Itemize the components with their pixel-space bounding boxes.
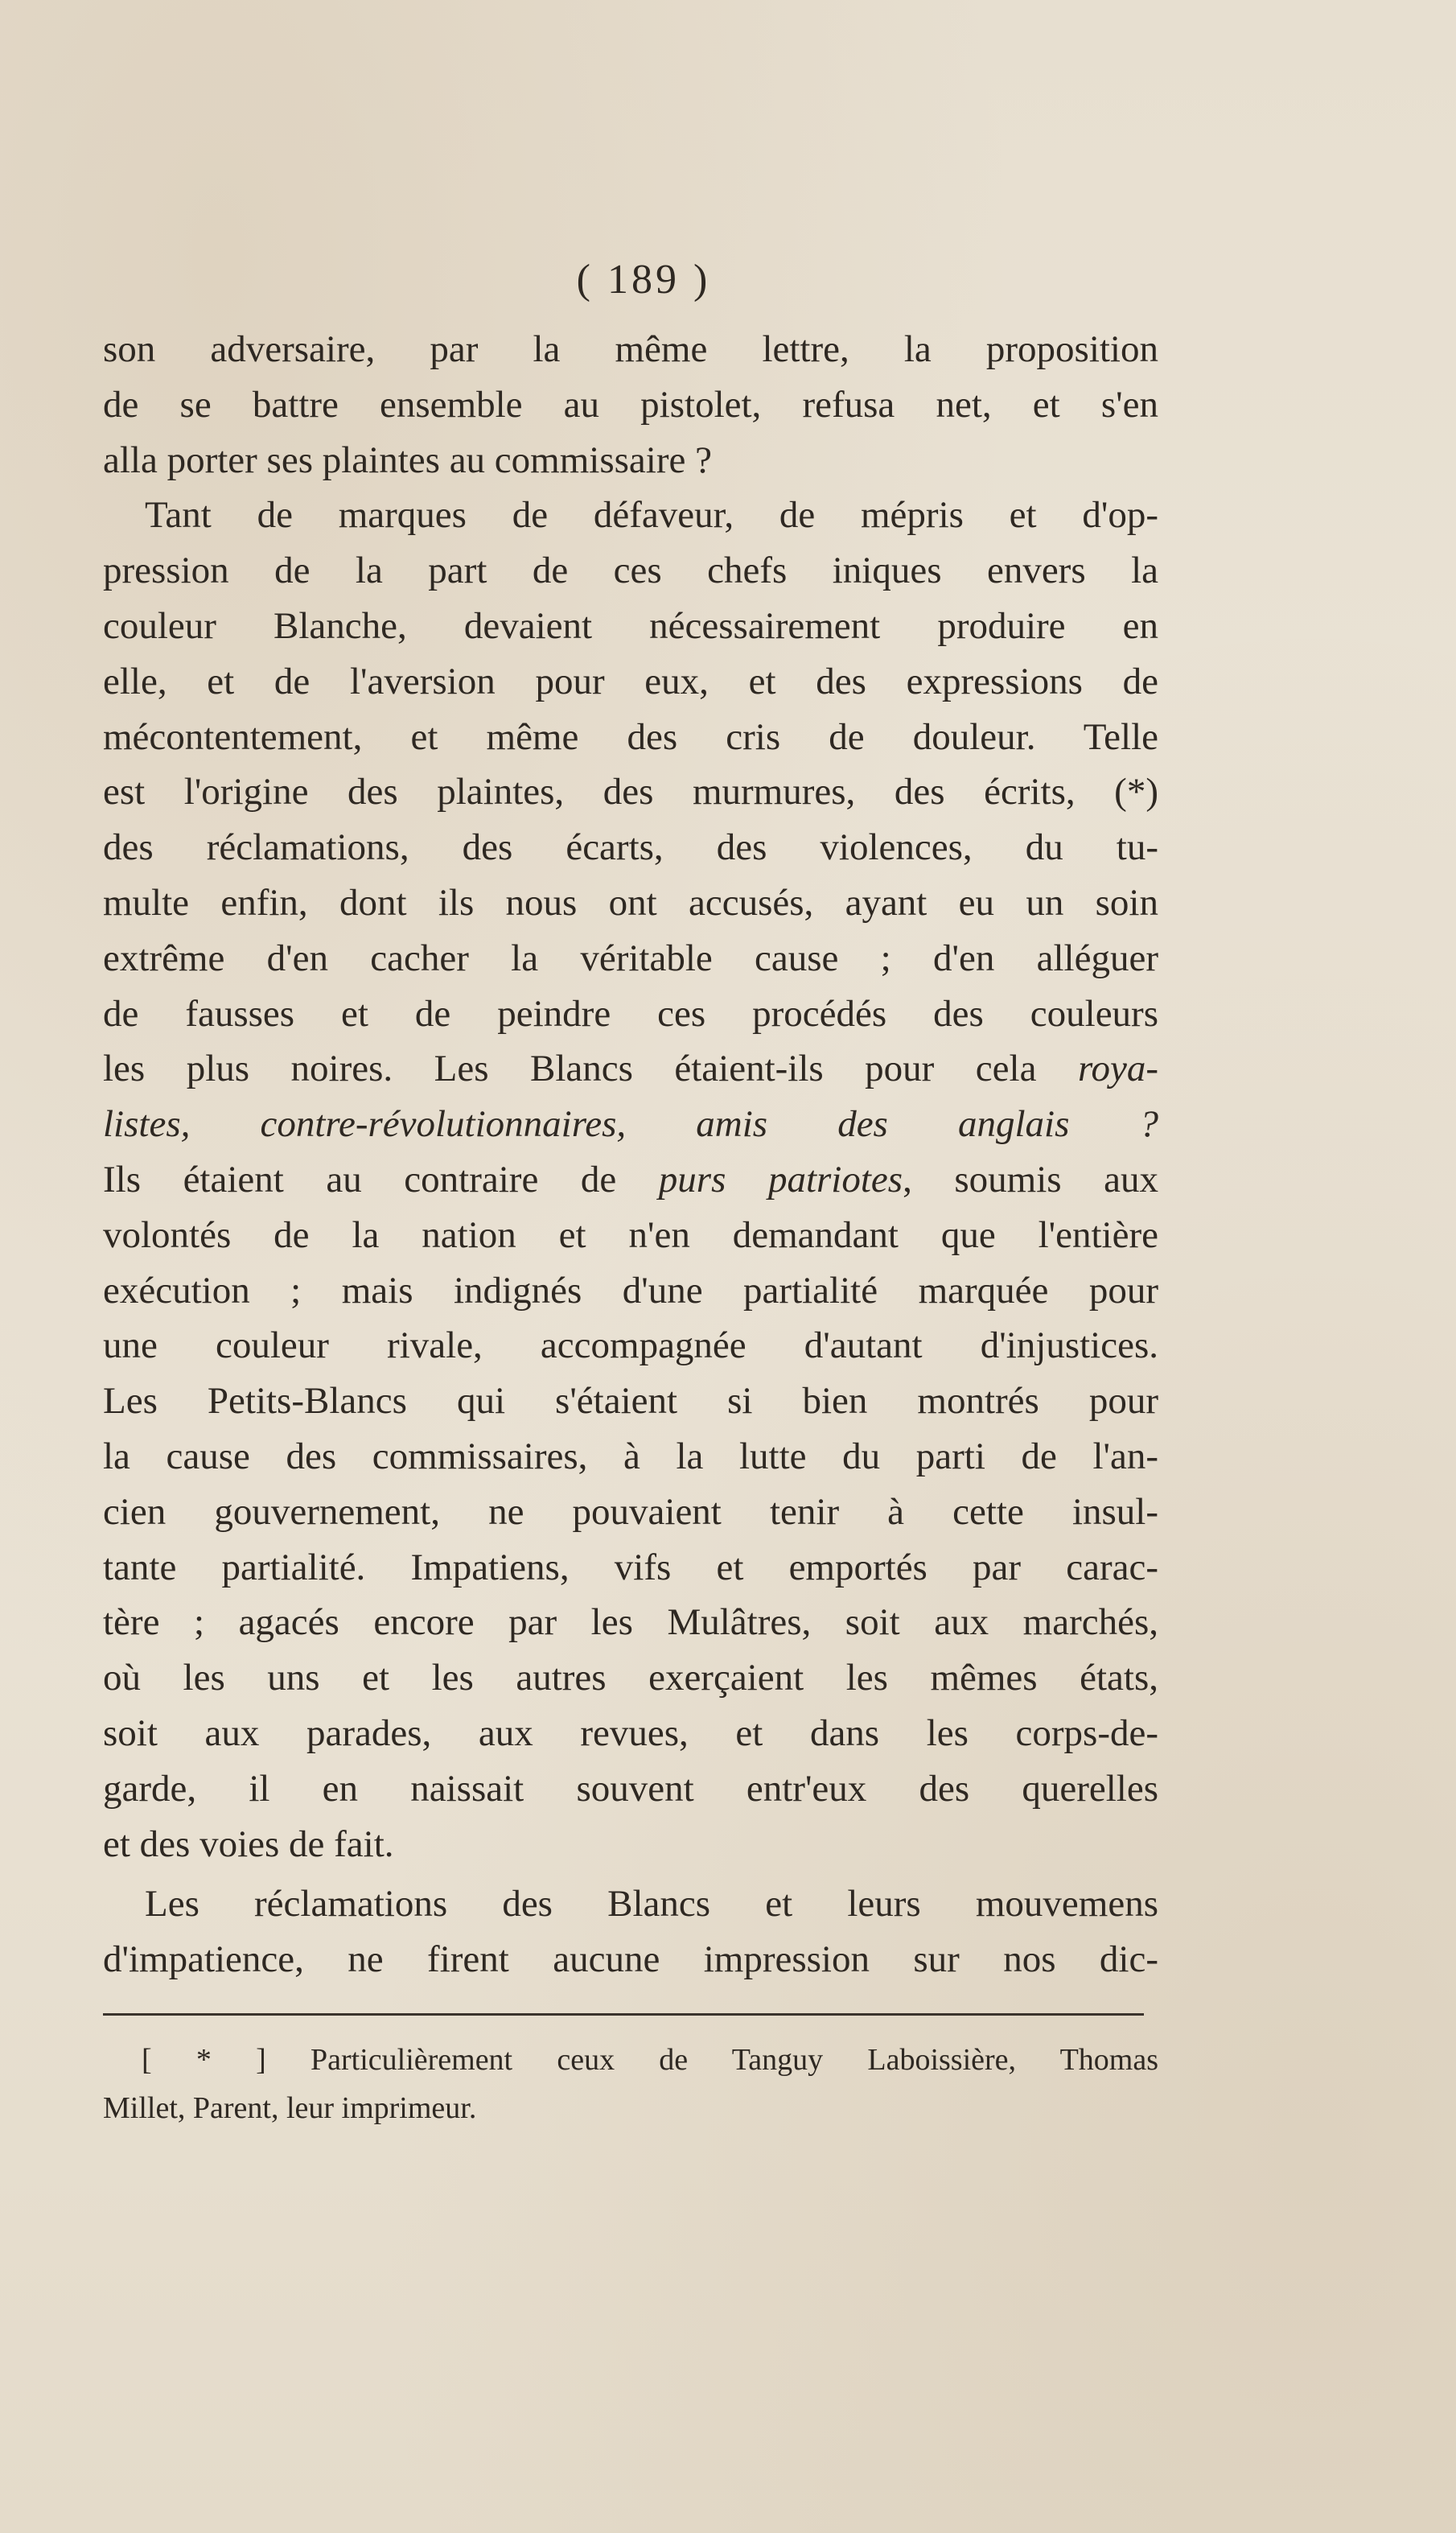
text-line: la cause des commissaires, à la lutte du parti de l'an- bbox=[103, 1435, 1158, 1477]
text-line: son adversaire, par la même lettre, la proposition bbox=[103, 328, 1158, 370]
italic-text-line: listes, contre-révolutionnaires, amis des anglais ? bbox=[103, 1103, 1158, 1146]
page-number: ( 189 ) bbox=[576, 257, 711, 303]
text-line: une couleur rivale, accompagnée d'autant d'injustices. bbox=[103, 1324, 1158, 1367]
text-line: extrême d'en cacher la véritable cause ; d'en alléguer bbox=[103, 937, 1158, 979]
text-segment: les plus noires. Les Blancs étaient-ils pour cela bbox=[103, 1048, 1078, 1090]
text-segment: , soumis aux bbox=[903, 1158, 1158, 1201]
text-line: pression de la part de ces chefs iniques envers la bbox=[103, 550, 1158, 592]
text-segment: Ils étaient au contraire de bbox=[103, 1158, 659, 1201]
footnote-line: Millet, Parent, leur imprimeur. bbox=[103, 2091, 477, 2125]
italic-text: roya- bbox=[1077, 1048, 1158, 1090]
italic-text: purs patriotes bbox=[658, 1158, 903, 1201]
text-line: de se battre ensemble au pistolet, refusa net, et s'en bbox=[103, 383, 1158, 426]
text-line: garde, il en naissait souvent entr'eux des querelles bbox=[103, 1767, 1158, 1810]
text-line: mécontentement, et même des cris de douleur. Telle bbox=[103, 715, 1158, 758]
footnote-line: [ * ] Particulièrement ceux de Tanguy Laboissière, Thomas bbox=[142, 2043, 1158, 2077]
text-line: où les uns et les autres exerçaient les mêmes états, bbox=[103, 1657, 1158, 1699]
text-line: cien gouvernement, ne pouvaient tenir à cette insul- bbox=[103, 1490, 1158, 1533]
text-line: Les Petits-Blancs qui s'étaient si bien montrés pour bbox=[103, 1380, 1158, 1423]
text-line: d'impatience, ne firent aucune impression sur nos dic- bbox=[103, 1938, 1158, 1981]
footnote bbox=[103, 2036, 1158, 2132]
text-line: soit aux parades, aux revues, et dans les corps-de- bbox=[103, 1711, 1158, 1754]
text-line: Tant de marques de défaveur, de mépris et d'op- bbox=[145, 494, 1158, 537]
text-line: de fausses et de peindre ces procédés des couleurs bbox=[103, 992, 1158, 1035]
text-line: alla porter ses plaintes au commissaire ? bbox=[103, 439, 712, 481]
text-line: tère ; agacés encore par les Mulâtres, soit aux marchés, bbox=[103, 1601, 1158, 1644]
footnote-divider bbox=[103, 2013, 1144, 2016]
main-text bbox=[103, 322, 1158, 1987]
text-line bbox=[103, 1152, 1158, 1208]
text-line: Les réclamations des Blancs et leurs mouvemens bbox=[145, 1883, 1158, 1925]
text-line: des réclamations, des écarts, des violences, du tu- bbox=[103, 826, 1158, 869]
text-line: et des voies de fait. bbox=[103, 1823, 394, 1865]
text-line: est l'origine des plaintes, des murmures, des écrits, (*) bbox=[103, 771, 1158, 813]
text-line: exécution ; mais indignés d'une partialité marquée pour bbox=[103, 1269, 1158, 1312]
text-line: elle, et de l'aversion pour eux, et des expressions de bbox=[103, 660, 1158, 702]
text-line bbox=[103, 1041, 1158, 1097]
text-line: multe enfin, dont ils nous ont accusés, ayant eu un soin bbox=[103, 881, 1158, 924]
text-line: volontés de la nation et n'en demandant que l'entière bbox=[103, 1213, 1158, 1256]
text-line: tante partialité. Impatiens, vifs et emportés par carac- bbox=[103, 1546, 1158, 1588]
text-line: couleur Blanche, devaient nécessairement produire en bbox=[103, 604, 1158, 647]
